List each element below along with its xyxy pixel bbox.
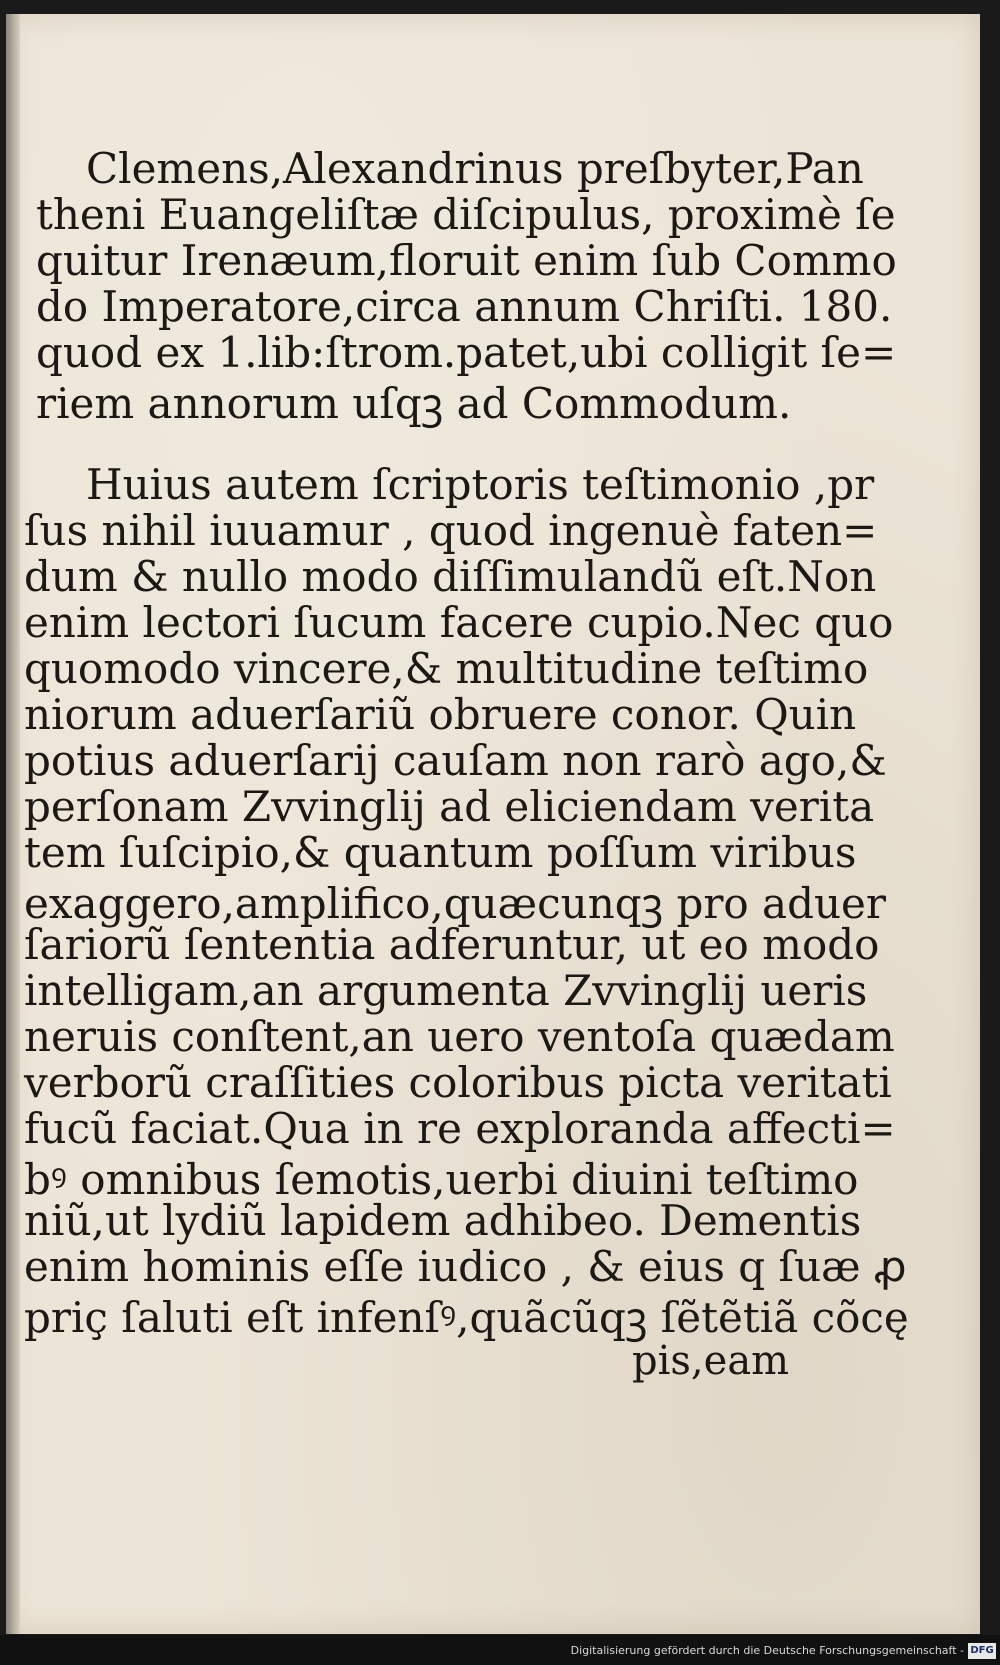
funding-credit: Digitalisierung gefördert durch die Deutsche Forschungsgemeinschaft - bbox=[570, 1644, 964, 1657]
dfg-logo: DFG bbox=[968, 1643, 996, 1659]
text-line: niorum aduerſariũ obruere conor. Quin bbox=[24, 690, 857, 739]
text-line: intelligam,an argumenta Zvvinglij ueris bbox=[24, 966, 868, 1015]
text-line: perſonam Zvvinglij ad eliciendam verita bbox=[24, 782, 875, 831]
text-line: verborũ craſſities coloribus picta veritati bbox=[24, 1058, 892, 1107]
text-line: Huius autem ſcriptoris teſtimonio ,pr bbox=[86, 460, 875, 509]
text-line: enim lectori ſucum facere cupio.Nec quo bbox=[24, 598, 894, 647]
text-line: potius aduerſarij cauſam non rarò ago,& bbox=[24, 736, 887, 785]
text-line: dum & nullo modo diſſimulandũ eſt.Non bbox=[24, 552, 877, 601]
text-line: theni Euangeliſtæ diſcipulus, proximè ſe bbox=[36, 190, 896, 239]
text-line: neruis conſtent,an uero ventoſa quædam bbox=[24, 1012, 895, 1061]
text-line: ſariorũ ſententia adferuntur, ut eo modo bbox=[24, 920, 880, 969]
text-line: exaggero,amplifico,quæcunqꝫ pro aduer bbox=[24, 879, 886, 928]
text-line: quitur Irenæum,floruit enim ſub Commo bbox=[36, 236, 897, 285]
text-line: niũ,ut lydiũ lapidem adhibeo. Dementis bbox=[24, 1196, 862, 1245]
text-line: Clemens,Alexandrinus preſbyter,Pan bbox=[86, 144, 864, 193]
text-line: fucũ faciat.Qua in re exploranda affecti= bbox=[24, 1104, 896, 1153]
text-line: enim hominis eſſe iudico , & eius q ſuæ ꝓ bbox=[24, 1242, 907, 1291]
footer-bar bbox=[0, 1635, 1000, 1665]
text-line: quomodo vincere,& multitudine teſtimo bbox=[24, 644, 869, 693]
text-line: quod ex 1.lib:ſtrom.patet,ubi colligit ſe= bbox=[36, 328, 897, 377]
page-text bbox=[6, 14, 980, 1634]
book-page bbox=[6, 14, 980, 1634]
text-line: riem annorum uſqꝫ ad Commodum. bbox=[36, 379, 792, 428]
text-line: tem ſuſcipio,& quantum poſſum viribus bbox=[24, 828, 857, 877]
text-line: bꝰ omnibus ſemotis,uerbi diuini teſtimo bbox=[24, 1155, 859, 1204]
text-line: priç ſaluti eſt infenſꝰ,quãcũqꝫ ſẽtẽtiã cõcę bbox=[24, 1293, 909, 1342]
text-line: do Imperatore,circa annum Chriſti. 180. bbox=[36, 282, 893, 331]
text-line: ſus nihil iuuamur , quod ingenuè faten= bbox=[24, 506, 878, 555]
catchword: pis,eam bbox=[632, 1338, 790, 1384]
